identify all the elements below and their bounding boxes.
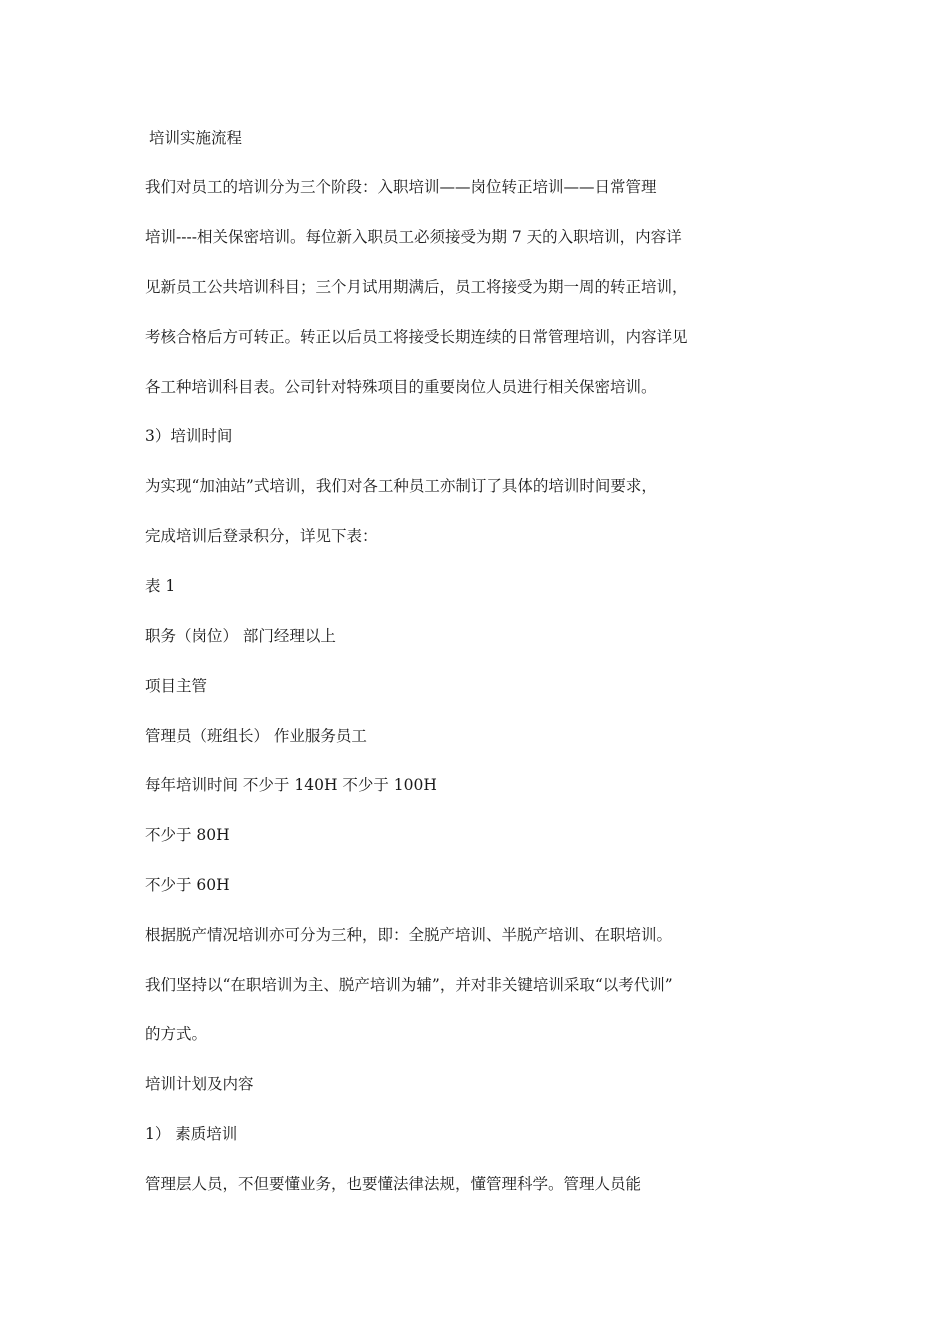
paragraph-line: 的方式。 [145, 1025, 208, 1043]
paragraph-line: 我们对员工的培训分为三个阶段：入职培训——岗位转正培训——日常管理 [145, 178, 657, 196]
paragraph-line: 我们坚持以“在职培训为主、脱产培训为辅”，并对非关键培训采取“以考代训” [145, 976, 673, 994]
table-line: 管理员（班组长） 作业服务员工 [145, 727, 367, 745]
subheading: 培训计划及内容 [145, 1075, 254, 1093]
paragraph-line: 为实现“加油站”式培训，我们对各工种员工亦制订了具体的培训时间要求， [145, 477, 657, 495]
table-line: 项目主管 [145, 677, 208, 695]
subheading: 1） 素质培训 [145, 1125, 238, 1143]
section-title: 培训实施流程 [149, 129, 243, 147]
paragraph-line: 根据脱产情况培训亦可分为三种，即：全脱产培训、半脱产培训、在职培训。 [145, 926, 673, 944]
table-line: 职务（岗位） 部门经理以上 [145, 627, 336, 645]
paragraph-line: 培训----相关保密培训。每位新入职员工必须接受为期 7 天的入职培训，内容详 [145, 228, 682, 246]
paragraph-line: 各工种培训科目表。公司针对特殊项目的重要岗位人员进行相关保密培训。 [145, 378, 657, 396]
paragraph-line: 管理层人员，不但要懂业务，也要懂法律法规，懂管理科学。管理人员能 [145, 1175, 642, 1193]
table-line: 不少于 60H [145, 876, 230, 894]
table-line: 每年培训时间 不少于 140H 不少于 100H [145, 776, 437, 794]
table-line: 不少于 80H [145, 826, 230, 844]
paragraph-line: 完成培训后登录积分，详见下表： [145, 527, 378, 545]
table-caption: 表 1 [145, 577, 176, 595]
paragraph-line: 考核合格后方可转正。转正以后员工将接受长期连续的日常管理培训，内容详见 [145, 328, 688, 346]
paragraph-line: 见新员工公共培训科目；三个月试用期满后，员工将接受为期一周的转正培训， [145, 278, 688, 296]
subheading: 3）培训时间 [145, 427, 233, 445]
